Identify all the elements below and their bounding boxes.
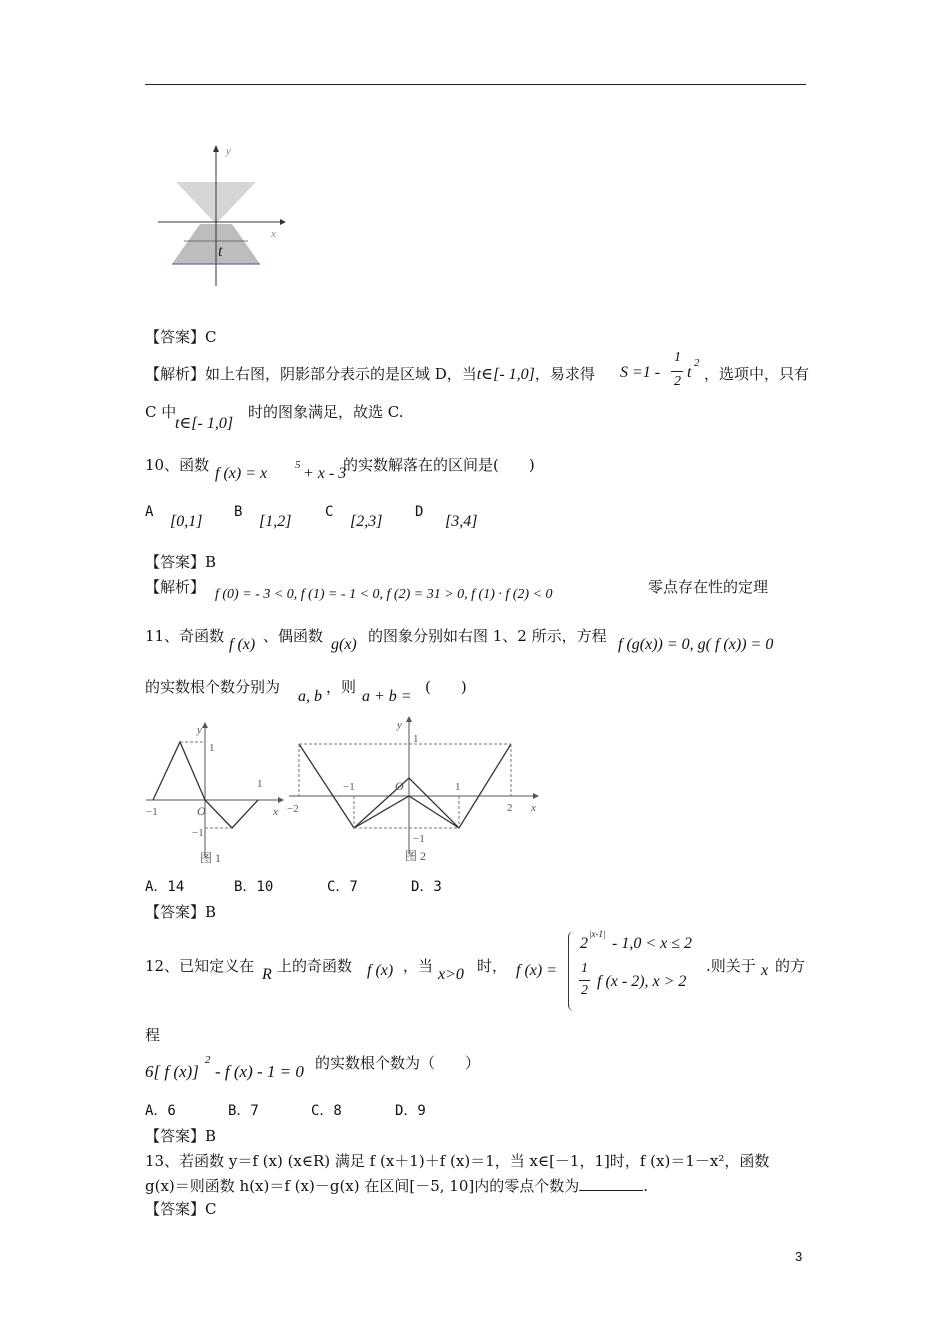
q10-exp: 5 — [295, 459, 301, 471]
q13-line2-end: . — [643, 1177, 649, 1195]
q10-stem-b: 的实数解落在的区间是( ) — [343, 456, 535, 474]
q11-stem-c: 的图象分别如右图 1、2 所示，方程 — [368, 627, 607, 645]
q10-option-a-value: [0,1] — [170, 513, 203, 530]
q12-option-b: B．7 — [228, 1103, 259, 1119]
q9-analysis-line1 — [145, 363, 595, 384]
q9-analysis-text-b: ，易求得 — [534, 365, 595, 383]
t-label: t — [218, 243, 223, 260]
q11-answer: 【答案】B — [145, 903, 217, 921]
q11-option-a: A．14 — [145, 879, 185, 895]
q10-option-d-letter: D — [415, 504, 424, 520]
q12-def: f (x) = — [516, 962, 557, 979]
fig1-neg-one-bottom: −1 — [192, 827, 204, 839]
q12-eq-sq: 2 — [205, 1054, 211, 1066]
q9-formula: S =1 - — [620, 364, 661, 381]
fig1-y-label: y — [197, 724, 202, 736]
q10-option-d-value: [3,4] — [445, 513, 478, 530]
q12-stem-a: 12、已知定义在 — [145, 957, 255, 975]
q11-stem-b: 、偶函数 — [263, 627, 324, 645]
figure-1 — [140, 718, 290, 868]
x-axis-label: x — [271, 228, 276, 240]
fig1-x-label: x — [273, 806, 278, 818]
q12-x: x — [761, 962, 769, 979]
header-rule — [145, 84, 806, 85]
q11-stem-a: 11、奇函数 — [145, 627, 225, 645]
q9-t-sq: t — [687, 364, 692, 381]
fig1-origin: O — [197, 804, 206, 818]
q13-answer: 【答案】C — [145, 1200, 217, 1218]
q12-case1-rest: - 1,0 < x ≤ 2 — [612, 935, 693, 952]
fig2-neg-two: −2 — [287, 803, 299, 815]
q12-eq-tail: 的实数根个数为（ ） — [315, 1054, 481, 1072]
q12-option-a: A．6 — [145, 1103, 176, 1119]
even-function-curve — [299, 744, 511, 828]
q9-answer: 【答案】C — [145, 328, 217, 346]
q10-option-a-letter: A — [145, 504, 154, 520]
q11-line2-b: ，则 — [326, 678, 357, 696]
fig1-one-right: 1 — [257, 778, 263, 790]
q13-answer-blank — [579, 1178, 643, 1191]
q12-stem-c: ，当 — [403, 957, 434, 975]
q12-option-c: C．8 — [311, 1103, 342, 1119]
fig2-caption: 图 2 — [405, 849, 427, 863]
q11-option-c: C．7 — [327, 879, 358, 895]
q12-cond: x>0 — [438, 966, 464, 983]
q11-line2-a: 的实数根个数分别为 — [145, 678, 281, 696]
y-axis-label: y — [226, 145, 231, 157]
page-number: 3 — [795, 1249, 803, 1264]
fig2-one-top: 1 — [413, 733, 419, 745]
q11-paren: ( ) — [425, 678, 467, 696]
q12-brace — [568, 931, 577, 1011]
figure-2 — [285, 714, 545, 864]
q12-eq-b: - f (x) - 1 = 0 — [215, 1062, 304, 1081]
q12-R: R — [262, 966, 272, 983]
q11-ab: a, b — [298, 688, 322, 705]
q12-fx: f (x) — [367, 962, 394, 979]
fig2-neg-one-bottom: −1 — [413, 833, 425, 845]
q12-line2: 程 — [145, 1026, 161, 1044]
q13-line2 — [145, 1175, 648, 1196]
q10-stem-a: 10、函数 — [145, 456, 210, 474]
q10-analysis-math: f (0) = - 3 < 0, f (1) = - 1 < 0, f (2) = 31 > 0, f (1) · f (2) < 0 — [215, 587, 553, 602]
q10-analysis-tail: 零点存在性的定理 — [648, 578, 769, 596]
fig2-y-label: y — [397, 719, 402, 731]
q10-option-b-letter: B — [234, 504, 243, 520]
fig1-neg-one-left: −1 — [146, 806, 158, 818]
fig2-origin: O — [395, 779, 404, 793]
q11-equation: f (g(x)) = 0, g( f (x)) = 0 — [618, 636, 774, 653]
q11-option-b: B．10 — [234, 879, 274, 895]
q10-answer: 【答案】B — [145, 553, 217, 571]
q9-analysis-text-a: 【解析】如上右图，阴影部分表示的是区域 D，当 — [145, 365, 477, 383]
q9-sq: 2 — [694, 357, 700, 369]
fig1-one-top: 1 — [209, 742, 215, 754]
q12-stem-d: 时， — [477, 957, 508, 975]
q11-sum: a + b = — [362, 688, 412, 705]
q12-eq-a: 6[ f (x)] — [145, 1062, 199, 1081]
fig1-caption: 图 1 — [200, 851, 222, 865]
q10-func: f (x) = x — [215, 465, 268, 482]
q11-fx: f (x) — [229, 636, 256, 653]
fig2-one: 1 — [455, 781, 461, 793]
q12-option-d: D．9 — [395, 1103, 426, 1119]
q10-func-rest: + x - 3 — [303, 465, 347, 482]
fig2-two: 2 — [507, 802, 513, 814]
fig2-x-label: x — [531, 802, 536, 814]
q13-line2-text: g(x)＝则函数 h(x)＝f (x)－g(x) 在区间[－5, 10]内的零点个数为 — [145, 1177, 580, 1195]
q9-frac-num: 1 — [674, 350, 681, 365]
q11-option-d: D．3 — [411, 879, 442, 895]
q9-analysis-text-c: ，选项中，只有 — [704, 365, 810, 383]
q10-option-b-value: [1,2] — [259, 513, 292, 530]
q9-line2-t: t∈[- 1,0] — [175, 415, 234, 432]
q11-gx: g(x) — [331, 636, 357, 653]
q12-case2-bar — [579, 980, 590, 981]
q9-analysis-line2b: 时的图象满足，故选 C. — [248, 403, 404, 421]
q10-option-c-value: [2,3] — [350, 513, 383, 530]
q12-case2-den: 2 — [581, 983, 588, 998]
q12-case1-exp: |x-1| — [589, 929, 606, 939]
q9-frac-bar — [671, 371, 683, 372]
q12-case2-num: 1 — [581, 961, 588, 976]
q10-analysis-label: 【解析】 — [145, 578, 206, 596]
q9-t-range: t∈[- 1,0] — [476, 366, 535, 383]
q12-stem-f: 的方 — [775, 957, 806, 975]
q12-stem-e: .则关于 — [706, 957, 756, 975]
q9-analysis-line2a: C 中 — [145, 403, 177, 421]
q12-answer: 【答案】B — [145, 1127, 217, 1145]
q13-line1: 13、若函数 y＝f (x) (x∈R) 满足 f (x＋1)＋f (x)＝1，当 x∈[－1，1]时，f (x)＝1－x²，函数 — [145, 1152, 770, 1170]
region-figure — [150, 140, 290, 290]
q10-option-c-letter: C — [325, 504, 334, 520]
q12-case2-rest: f (x - 2), x > 2 — [597, 973, 687, 990]
q12-case1-base: 2 — [580, 935, 588, 952]
q9-frac-den: 2 — [674, 374, 681, 389]
q12-stem-b: 上的奇函数 — [277, 957, 353, 975]
fig2-neg-one: −1 — [343, 781, 355, 793]
